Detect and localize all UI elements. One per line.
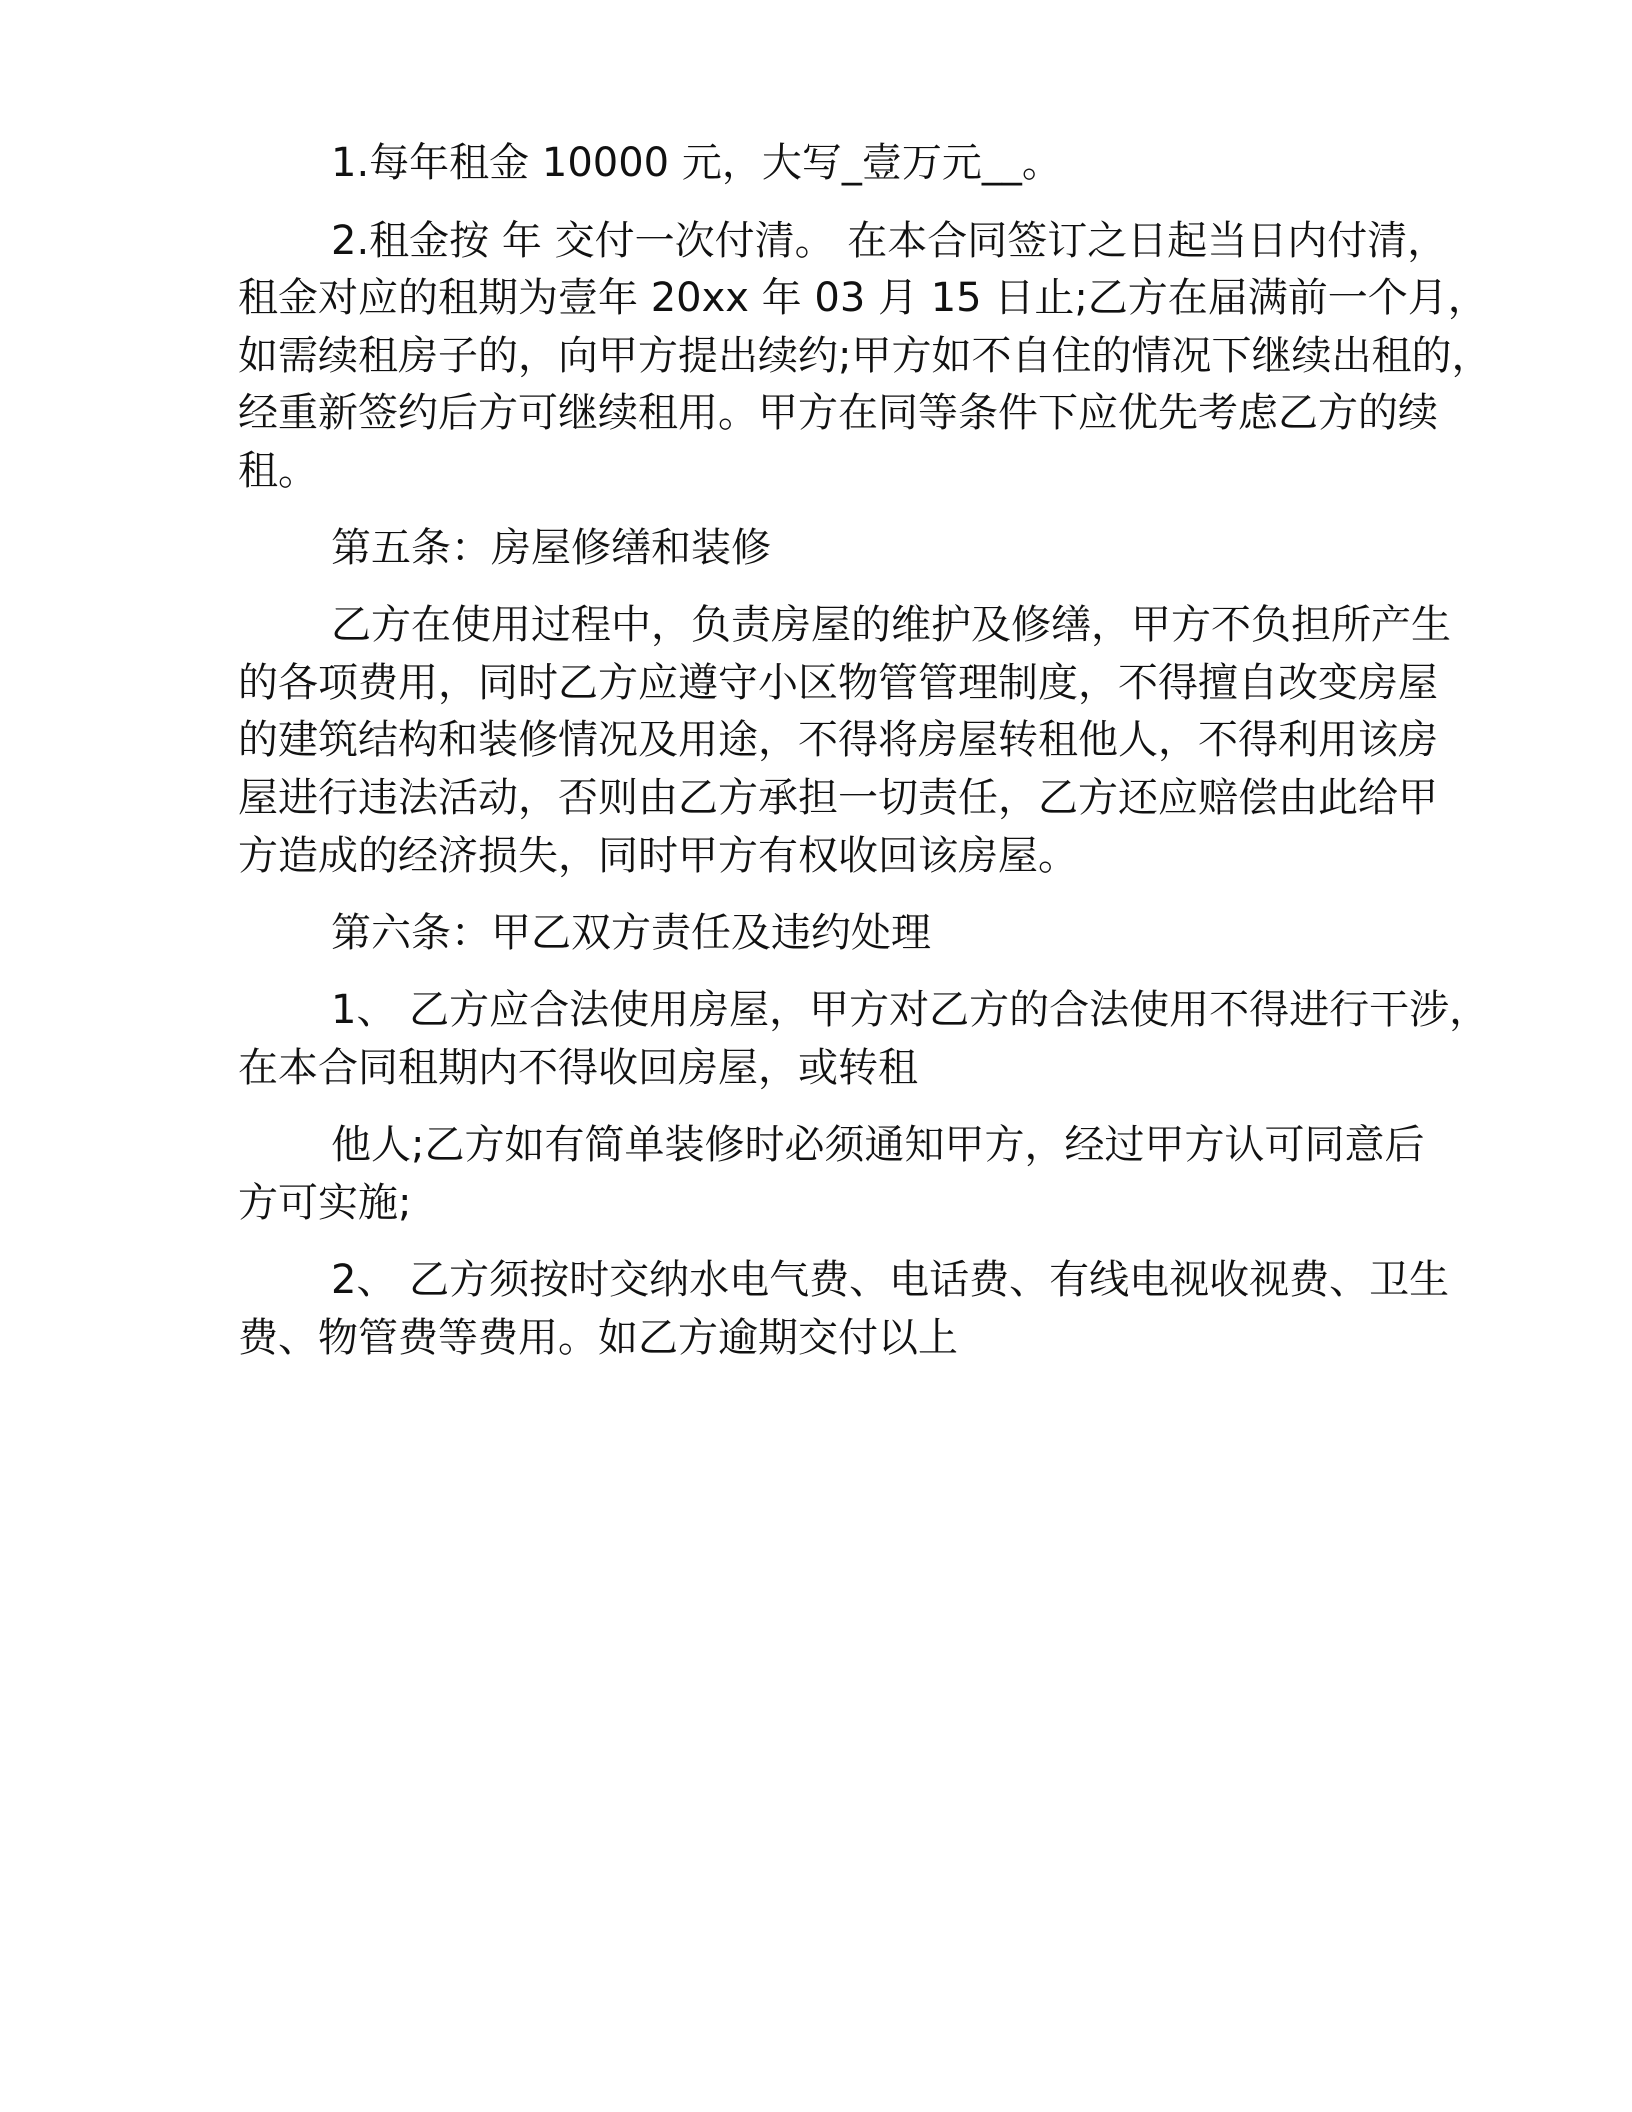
article-6-item-1-line: 1、 乙方应合法使用房屋，甲方对乙方的合法使用不得进行干涉，	[331, 987, 1490, 1033]
article-5-body-line: 方造成的经济损失，同时甲方有权收回该房屋。	[238, 833, 1078, 879]
article-6-item-2-line: 费、物管费等费用。如乙方逾期交付以上	[238, 1315, 958, 1361]
article-5-body-line: 的建筑结构和装修情况及用途，不得将房屋转租他人，不得利用该房	[238, 717, 1438, 763]
clause-rent-payment-line: 如需续租房子的，向甲方提出续约;甲方如不自住的情况下继续出租的，	[238, 333, 1492, 379]
clause-rent-payment-line: 租金对应的租期为壹年 20xx 年 03 月 15 日止;乙方在届满前一个月，	[238, 275, 1488, 321]
article-5-body-line: 屋进行违法活动，否则由乙方承担一切责任，乙方还应赔偿由此给甲	[238, 775, 1438, 821]
article-5-body-line: 乙方在使用过程中，负责房屋的维护及修缮，甲方不负担所产生	[331, 602, 1451, 648]
article-6-item-1-cont-line: 他人;乙方如有简单装修时必须通知甲方，经过甲方认可同意后	[331, 1122, 1425, 1168]
article-6-item-1-cont-line: 方可实施;	[238, 1180, 412, 1226]
article-5-heading: 第五条：房屋修缮和装修	[331, 525, 771, 571]
clause-rent-payment-line: 2.租金按 年 交付一次付清。 在本合同签订之日起当日内付清，	[331, 218, 1448, 264]
clause-rent-payment-line: 经重新签约后方可继续租用。甲方在同等条件下应优先考虑乙方的续	[238, 390, 1438, 436]
clause-rent-payment-line: 租。	[238, 448, 318, 494]
clause-rent-amount: 1.每年租金 10000 元，大写_壹万元__。	[331, 140, 1062, 186]
article-6-item-1-line: 在本合同租期内不得收回房屋，或转租	[238, 1045, 918, 1091]
article-6-heading: 第六条：甲乙双方责任及违约处理	[331, 910, 931, 956]
article-6-item-2-line: 2、 乙方须按时交纳水电气费、电话费、有线电视收视费、卫生	[331, 1257, 1450, 1303]
article-5-body-line: 的各项费用，同时乙方应遵守小区物管管理制度，不得擅自改变房屋	[238, 660, 1438, 706]
